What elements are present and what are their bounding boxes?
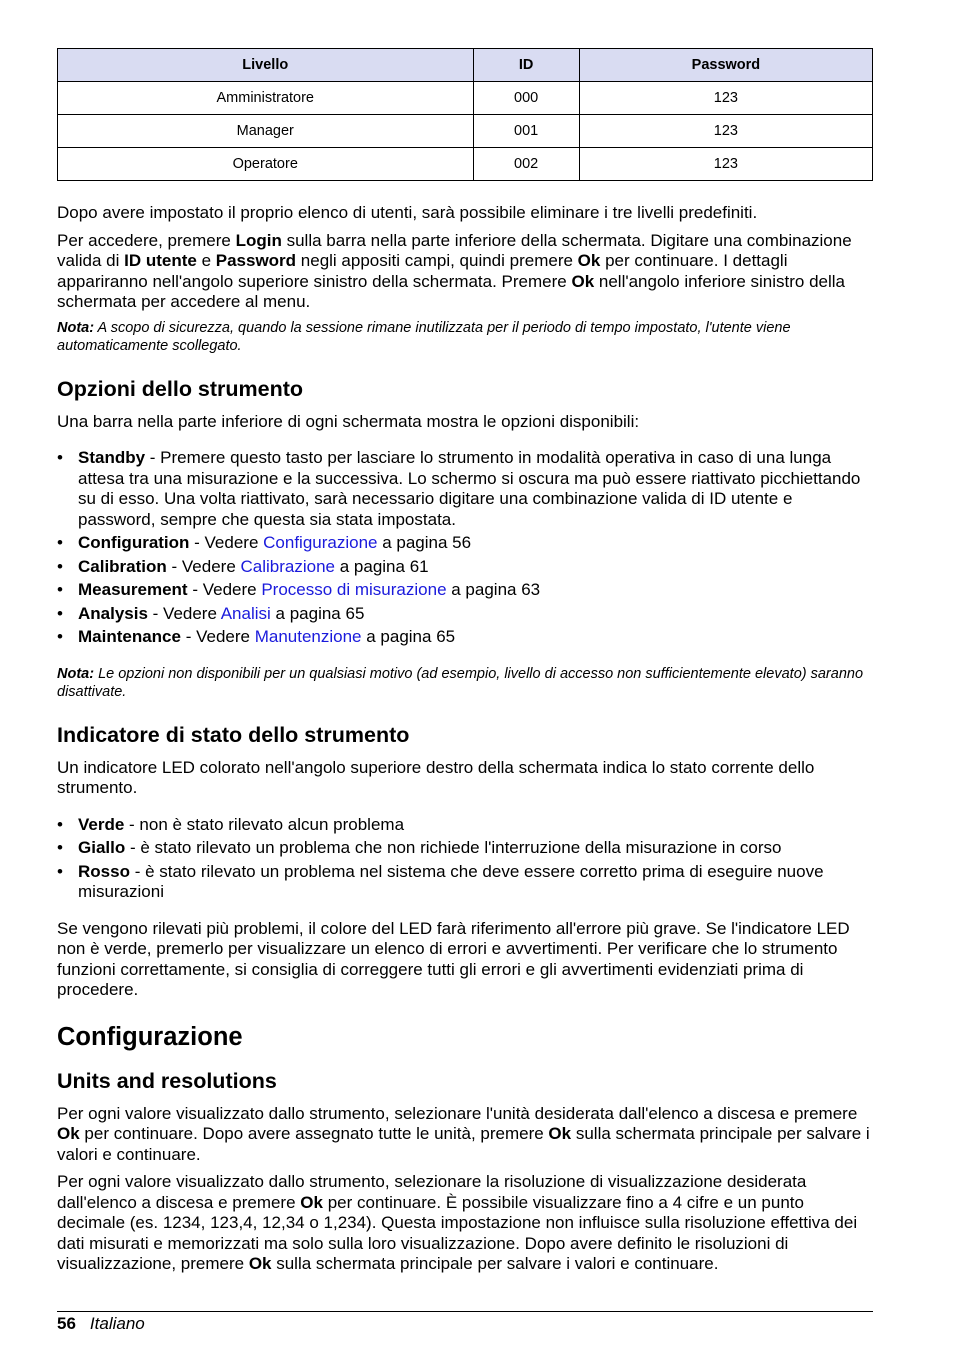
- heading-units-resolutions: Units and resolutions: [57, 1068, 277, 1093]
- paragraph-units: Per ogni valore visualizzato dallo strumento, selezionare l'unità desiderata dall'elenco a discesa e premere Ok per continuare. Dopo avere assegnato tutte le unità, premere Ok sulla schermata principale per salvare i valori e continuare.: [57, 1103, 870, 1164]
- table-cell: 123: [579, 115, 872, 148]
- list-item: • Giallo - è stato rilevato un problema che non richiede l'interruzione della misurazione in corso: [57, 838, 782, 857]
- table-header-row: [58, 49, 873, 82]
- heading-configurazione: Configurazione: [57, 1022, 243, 1051]
- heading-status-indicator: Indicatore di stato dello strumento: [57, 722, 410, 747]
- paragraph-login: Per accedere, premere Login sulla barra nella parte inferiore della schermata. Digitare una combinazione valida di ID utente e Password negli appositi campi, quindi premere Ok per continuare. I dettagli appariranno nell'angolo superiore sinistro della schermata. Premere Ok nell'angolo inferiore sinistro della schermata per accedere al menu.: [57, 230, 852, 311]
- note-disabled-options: Nota: Le opzioni non disponibili per un qualsiasi motivo (ad esempio, livello di accesso non sufficientemente elevato) saranno disattivate.: [57, 665, 864, 700]
- list-item: • Calibration - Vedere Calibrazione a pagina 61: [57, 556, 429, 576]
- paragraph-delete-levels: Dopo avere impostato il proprio elenco di utenti, sarà possibile eliminare i tre livelli predefiniti.: [57, 203, 758, 222]
- link-calibrazione[interactable]: Calibrazione: [240, 556, 336, 576]
- table-row: [58, 115, 873, 148]
- list-item: • Standby - Premere questo tasto per lasciare lo strumento in modalità operativa in caso di una lunga attesa tra una misurazione e la successiva. Lo schermo si oscura ma può essere riattivato picchiettando su di esso. Una volta riattivato, sarà necessario digitare una combinazione valida di ID utente e password, sempre che questa sia stata impostata.: [57, 448, 861, 529]
- status-list: [57, 815, 873, 903]
- table-cell: Operatore: [58, 148, 474, 181]
- table-row: [58, 148, 873, 181]
- table-cell: 000: [473, 82, 579, 115]
- link-analisi[interactable]: Analisi: [220, 603, 271, 623]
- table-cell: 001: [473, 115, 579, 148]
- column-header: Livello: [58, 49, 474, 82]
- paragraph-status-closing: Se vengono rilevati più problemi, il colore del LED farà riferimento all'errore più grave. Se l'indicatore LED non è verde, premerlo per visualizzare un elenco di errori e avvertimenti. Per verificare che lo strumento funzioni correttamente, si consiglia di correggere tutti gli errori e gli avvertimenti evidenziati prima di procedere.: [57, 918, 850, 999]
- column-header: ID: [473, 49, 579, 82]
- column-header: Password: [579, 49, 872, 82]
- heading-instrument-options: Opzioni dello strumento: [57, 376, 304, 401]
- page-footer: [57, 1311, 873, 1334]
- page-number: 56: [57, 1314, 76, 1333]
- list-item: • Analysis - Vedere Analisi a pagina 65: [57, 603, 365, 623]
- list-item: • Measurement - Vedere Processo di misurazione a pagina 63: [57, 580, 541, 599]
- table-cell: 002: [473, 148, 579, 181]
- table-cell: Amministratore: [58, 82, 474, 115]
- list-item: • Verde - non è stato rilevato alcun problema: [57, 814, 405, 834]
- paragraph-status-intro: Un indicatore LED colorato nell'angolo superiore destro della schermata indica lo stato corrente dello strumento.: [57, 757, 815, 797]
- list-item: • Configuration - Vedere Configurazione a pagina 56: [57, 533, 472, 552]
- paragraph-resolutions: Per ogni valore visualizzato dallo strumento, selezionare la risoluzione di visualizzazione desiderata dall'elenco a discesa e premere Ok per continuare. È possibile visualizzare fino a 4 cifre e un punto decimale (es. 1234, 123,4, 12,34 o 1,234). Questa impostazione non influisce sulla risoluzione effettiva dei dati misurati e memorizzati ma solo sulla loro visualizzazione. Dopo avere definito le risoluzioni di visualizzazione, premere Ok sulla schermata principale per salvare i valori e continuare.: [57, 1172, 858, 1273]
- link-processo-di-misurazione[interactable]: Processo di misurazione: [261, 580, 447, 599]
- options-list: [57, 448, 873, 648]
- table-cell: 123: [579, 82, 872, 115]
- link-configurazione[interactable]: Configurazione: [263, 533, 378, 552]
- list-item: • Rosso - è stato rilevato un problema nel sistema che deve essere corretto prima di eseguire nuove misurazioni: [57, 861, 824, 901]
- table-cell: Manager: [58, 115, 474, 148]
- user-levels-table: [57, 48, 873, 181]
- page-content: [57, 48, 873, 1275]
- note-security: Nota: A scopo di sicurezza, quando la sessione rimane inutilizzata per il periodo di tempo impostato, l'utente viene automaticamente scollegato.: [57, 319, 791, 354]
- list-item: • Maintenance - Vedere Manutenzione a pagina 65: [57, 627, 456, 646]
- footer-language: Italiano: [89, 1314, 145, 1333]
- table-cell: 123: [579, 148, 872, 181]
- link-manutenzione[interactable]: Manutenzione: [254, 627, 362, 646]
- paragraph-options-intro: Una barra nella parte inferiore di ogni schermata mostra le opzioni disponibili:: [57, 411, 640, 431]
- table-row: [58, 82, 873, 115]
